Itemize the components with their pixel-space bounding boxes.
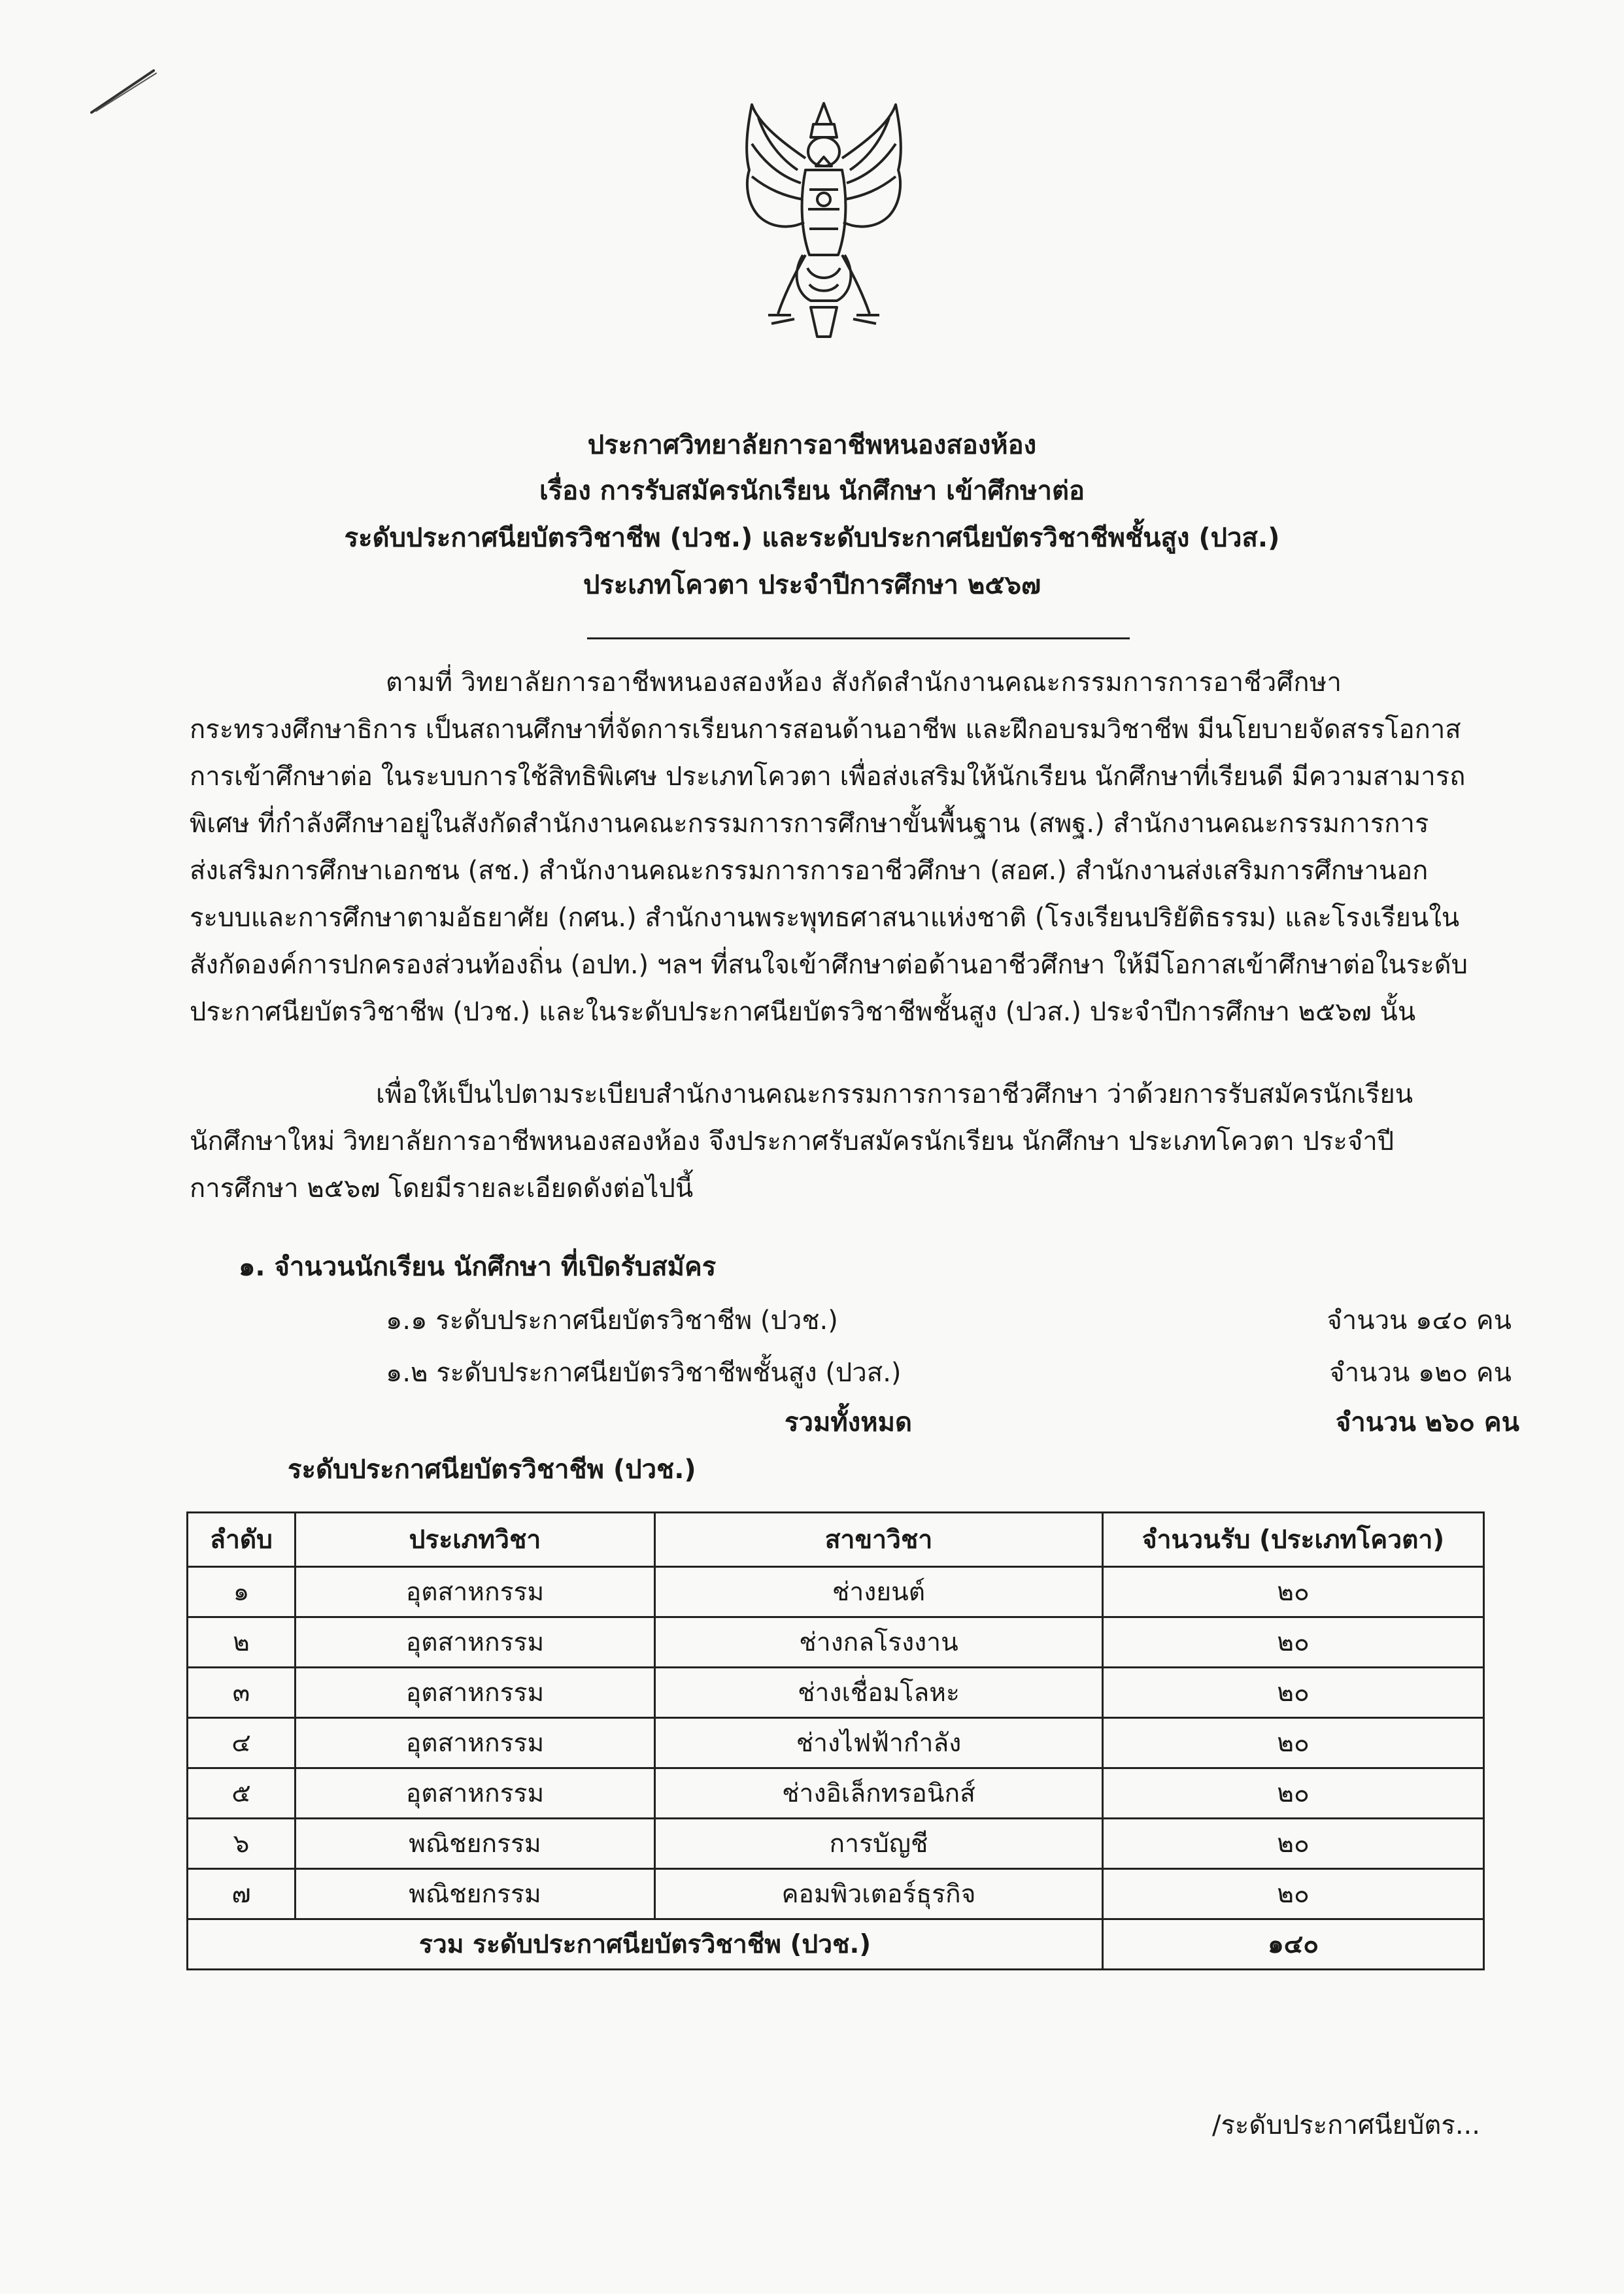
paragraph-line: เพื่อให้เป็นไปตามระเบียบสำนักงานคณะกรรมการการอาชีวศึกษา ว่าด้วยการรับสมัครนักเรียน [376, 1079, 1413, 1109]
paragraph-line: สังกัดองค์การปกครองส่วนท้องถิ่น (อปท.) ฯลฯ ที่สนใจเข้าศึกษาต่อด้านอาชีวศึกษา ให้มีโอกาสเข้าศึกษาต่อในระดับ [190, 950, 1468, 980]
announcement-title: ประกาศวิทยาลัยการอาชีพหนองสองห้อง [587, 430, 1037, 460]
total-label: รวม ระดับประกาศนียบัตรวิชาชีพ (ปวช.) [188, 1919, 1103, 1970]
cell-order: ๕ [188, 1768, 296, 1819]
table-header-row [188, 1513, 1484, 1567]
quota-item-count: จำนวน ๑๒๐ คน [1329, 1358, 1512, 1388]
cell-type: อุตสาหกรรม [296, 1617, 655, 1668]
header-order: ลำดับ [188, 1513, 296, 1567]
table-caption: ระดับประกาศนียบัตรวิชาชีพ (ปวช.) [288, 1455, 696, 1485]
cell-type: อุตสาหกรรม [296, 1668, 655, 1718]
table-row [188, 1617, 1484, 1668]
table-row [188, 1668, 1484, 1718]
title-divider [587, 637, 1130, 639]
paragraph-line: กระทรวงศึกษาธิการ เป็นสถานศึกษาที่จัดการเรียนการสอนด้านอาชีพ และฝึกอบรมวิชาชีพ มีนโยบายจัดสรรโอกาส [190, 715, 1461, 745]
cell-quota: ๒๐ [1103, 1668, 1484, 1718]
cell-major: ช่างยนต์ [655, 1567, 1103, 1617]
announcement-level: ระดับประกาศนียบัตรวิชาชีพ (ปวช.) และระดับประกาศนียบัตรวิชาชีพชั้นสูง (ปวส.) [344, 523, 1280, 553]
cell-major: การบัญชี [655, 1819, 1103, 1869]
table-row [188, 1819, 1484, 1869]
header-quota: จำนวนรับ (ประเภทโควตา) [1103, 1513, 1484, 1567]
cell-quota: ๒๐ [1103, 1617, 1484, 1668]
quota-item-count: จำนวน ๑๔๐ คน [1327, 1306, 1512, 1336]
cell-type: อุตสาหกรรม [296, 1768, 655, 1819]
table-row [188, 1869, 1484, 1919]
announcement-subject: เรื่อง การรับสมัครนักเรียน นักศึกษา เข้าศึกษาต่อ [539, 476, 1085, 506]
cell-major: ช่างอิเล็กทรอนิกส์ [655, 1768, 1103, 1819]
paragraph-line: พิเศษ ที่กำลังศึกษาอยู่ในสังกัดสำนักงานคณะกรรมการการศึกษาขั้นพื้นฐาน (สพฐ.) สำนักงานคณะกรรมการการ [190, 809, 1429, 839]
cell-quota: ๒๐ [1103, 1567, 1484, 1617]
paragraph-line: ระบบและการศึกษาตามอัธยาศัย (กศน.) สำนักงานพระพุทธศาสนาแห่งชาติ (โรงเรียนปริยัติธรรม) และโรงเรียนใน [190, 903, 1460, 933]
handwritten-mark [88, 65, 160, 118]
cell-major: ช่างไฟฟ้ากำลัง [655, 1718, 1103, 1768]
quota-total-count: จำนวน ๒๖๐ คน [1335, 1408, 1519, 1438]
garuda-emblem-icon [732, 98, 915, 346]
paragraph-line: การศึกษา ๒๕๖๗ โดยมีรายละเอียดดังต่อไปนี้ [190, 1173, 694, 1204]
section-heading: ๑. จำนวนนักเรียน นักศึกษา ที่เปิดรับสมัคร [239, 1252, 717, 1282]
cell-quota: ๒๐ [1103, 1819, 1484, 1869]
quota-table [186, 1511, 1485, 1970]
quota-total-label: รวมทั้งหมด [785, 1408, 912, 1438]
header-type: ประเภทวิชา [296, 1513, 655, 1567]
table-row [188, 1567, 1484, 1617]
cell-quota: ๒๐ [1103, 1768, 1484, 1819]
cell-order: ๔ [188, 1718, 296, 1768]
table-total-row [188, 1919, 1484, 1970]
cell-type: อุตสาหกรรม [296, 1567, 655, 1617]
cell-type: พณิชยกรรม [296, 1819, 655, 1869]
cell-order: ๒ [188, 1617, 296, 1668]
cell-major: ช่างเชื่อมโลหะ [655, 1668, 1103, 1718]
cell-order: ๑ [188, 1567, 296, 1617]
table-row [188, 1718, 1484, 1768]
paragraph-line: การเข้าศึกษาต่อ ในระบบการใช้สิทธิพิเศษ ประเภทโควตา เพื่อส่งเสริมให้นักเรียน นักศึกษาที่เรียนดี มีความสามารถ [190, 762, 1466, 792]
cell-major: ช่างกลโรงงาน [655, 1617, 1103, 1668]
total-value: ๑๔๐ [1103, 1919, 1484, 1970]
cell-quota: ๒๐ [1103, 1718, 1484, 1768]
cell-quota: ๒๐ [1103, 1869, 1484, 1919]
cell-type: อุตสาหกรรม [296, 1718, 655, 1768]
cell-major: คอมพิวเตอร์ธุรกิจ [655, 1869, 1103, 1919]
quota-item-label: ๑.๒ ระดับประกาศนียบัตรวิชาชีพชั้นสูง (ปวส.) [386, 1358, 902, 1388]
paragraph-line: ส่งเสริมการศึกษาเอกชน (สช.) สำนักงานคณะกรรมการการอาชีวศึกษา (สอศ.) สำนักงานส่งเสริมการศึกษานอก [190, 856, 1429, 886]
paragraph-line: ประกาศนียบัตรวิชาชีพ (ปวช.) และในระดับประกาศนียบัตรวิชาชีพชั้นสูง (ปวส.) ประจำปีการศึกษา ๒๕๖๗ นั้น [190, 997, 1416, 1027]
table-row [188, 1768, 1484, 1819]
cell-order: ๗ [188, 1869, 296, 1919]
paragraph-line: นักศึกษาใหม่ วิทยาลัยการอาชีพหนองสองห้อง จึงประกาศรับสมัครนักเรียน นักศึกษา ประเภทโควตา ประจำปี [190, 1126, 1395, 1156]
paragraph-line: ตามที่ วิทยาลัยการอาชีพหนองสองห้อง สังกัดสำนักงานคณะกรรมการการอาชีวศึกษา [386, 667, 1342, 698]
cell-order: ๓ [188, 1668, 296, 1718]
quota-item-label: ๑.๑ ระดับประกาศนียบัตรวิชาชีพ (ปวช.) [386, 1306, 838, 1336]
header-major: สาขาวิชา [655, 1513, 1103, 1567]
announcement-year: ประเภทโควตา ประจำปีการศึกษา ๒๕๖๗ [583, 570, 1041, 600]
cell-type: พณิชยกรรม [296, 1869, 655, 1919]
continuation-note: /ระดับประกาศนียบัตร... [1211, 2110, 1480, 2140]
cell-order: ๖ [188, 1819, 296, 1869]
